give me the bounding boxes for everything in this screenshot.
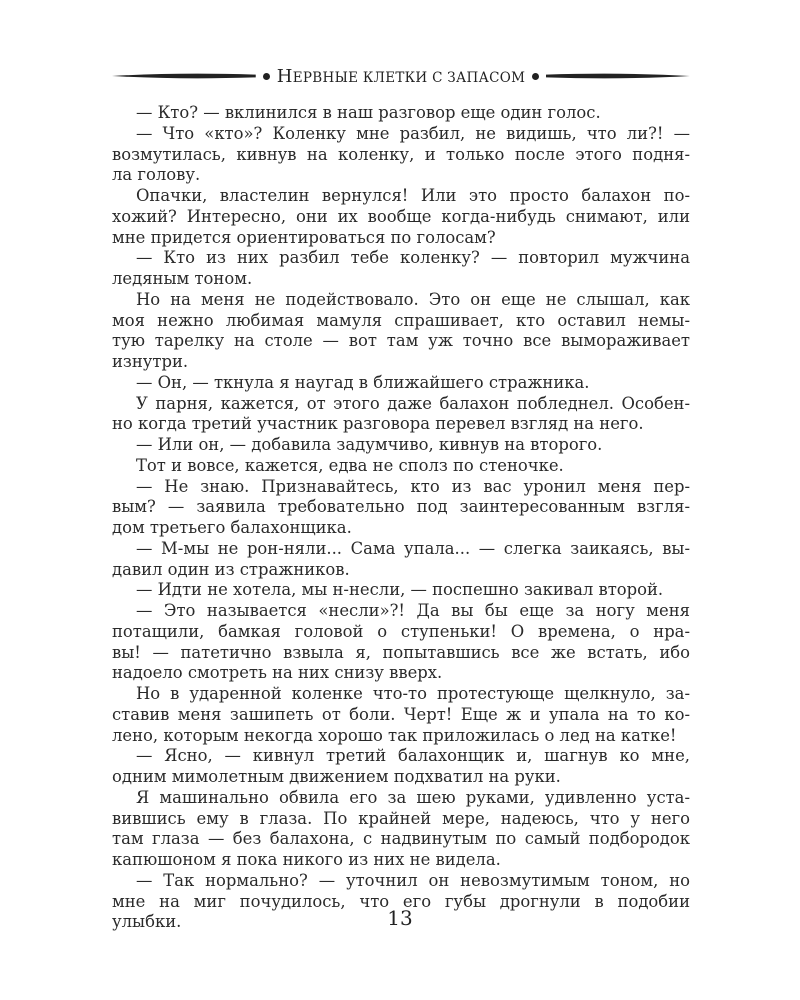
paragraph-line-first: Но на меня не подействовало. Это он еще не слышал, как [136,289,690,309]
paragraph-line-first: — Идти не хотела, мы н-несли, — поспешно закивал второй. [136,580,664,600]
paragraph-line-first: Тот и вовсе, кажется, едва не сполз по стеночке. [136,455,564,475]
paragraph-line: капюшоном я пока никого из них не видела. [112,850,501,869]
left-ornament-rule [112,69,256,83]
paragraph-line-first: — Кто из них разбил тебе коленку? — повторил мужчина [136,248,690,268]
paragraph-line-first: Я машинально обвила его за шею руками, удивленно уста- [136,787,690,807]
page-number: 13 [387,906,413,930]
paragraph-line: ла голову. [112,165,201,185]
body-text [112,103,690,933]
paragraph-line: дом третьего балахонщика. [112,518,352,537]
running-title: НЕРВНЫЕ КЛЕТКИ С ЗАПАСОМ [276,65,526,87]
paragraph-line: мне придется ориентироваться по голосам? [112,227,496,247]
paragraph-line-first: Но в ударенной коленке что-то протестующе щелкнуло, за- [136,684,690,703]
paragraph-line-first: — Ясно, — кивнул третий балахонщик и, шагнув ко мне, [136,746,690,766]
paragraph-line: одним мимолетным движением подхватил на руки. [112,767,561,786]
paragraph-line: там глаза — без балахона, с надвинутым по самый подбородок [112,829,690,849]
paragraph-line: давил один из стражников. [112,559,350,579]
running-header [112,63,690,89]
paragraph-line-first: — М-мы не рон-няли... Сама упала... — слегка заикаясь, вы- [136,538,690,558]
paragraph-line-first: Опачки, властелин вернулся! Или это просто балахон по- [136,186,690,205]
paragraph-line: мне на миг почудилось, что его губы дрогнули в подобии [112,891,690,911]
paragraph-line: потащили, бамкая головой о ступеньки! О времена, о нра- [112,621,690,641]
paragraph-line-first: У парня, кажется, от этого даже балахон побледнел. Особен- [136,393,690,413]
paragraph-line: изнутри. [112,352,189,371]
paragraph-line: лено, которым некогда хорошо так приложилась о лед на катке! [112,725,677,745]
paragraph-line: тую тарелку на столе — вот там уж точно все вымораживает [112,331,690,351]
paragraph-line: ставив меня зашипеть от боли. Черт! Еще ж и упала на то ко- [112,704,690,724]
paragraph-line-first: — Не знаю. Признавайтесь, кто из вас уронил меня пер- [136,476,690,496]
paragraph-line: возмутилась, кивнув на коленку, и только после этого подня- [112,144,690,164]
paragraph-line-first: — Он, — ткнула я наугад в ближайшего стражника. [136,372,590,392]
paragraph-line: вившись ему в глаза. По крайней мере, надеюсь, что у него [112,808,690,828]
paragraph-line-first: — Или он, — добавила задумчиво, кивнув на второго. [136,435,603,454]
paragraph-line-first: — Что «кто»? Коленку мне разбил, не видишь, что ли?! — [136,123,690,143]
left-ornament-dot [263,73,270,80]
right-ornament-dot [532,73,539,80]
right-ornament-rule [546,69,690,83]
paragraph-line-first: — Так нормально? — уточнил он невозмутимым тоном, но [136,870,690,890]
paragraph-line: надоело смотреть на них снизу вверх. [112,663,443,683]
paragraph-line: вым? — заявила требовательно под заинтересованным взгля- [112,497,690,517]
paragraph-line: ледяным тоном. [112,269,253,288]
paragraph-line: вы! — патетично взвыла я, попытавшись все же встать, ибо [112,642,690,662]
paragraph-line: моя нежно любимая мамуля спрашивает, кто оставил немы- [112,310,690,330]
paragraph-line: улыбки. [112,912,182,932]
paragraph-line-first: — Это называется «несли»?! Да вы бы еще за ногу меня [136,601,690,620]
paragraph-line-first: — Кто? — вклинился в наш разговор еще один голос. [136,103,601,122]
paragraph-line: но когда третий участник разговора перевел взгляд на него. [112,414,644,434]
paragraph-line: хожий? Интересно, они их вообще когда-нибудь снимают, или [112,206,690,226]
